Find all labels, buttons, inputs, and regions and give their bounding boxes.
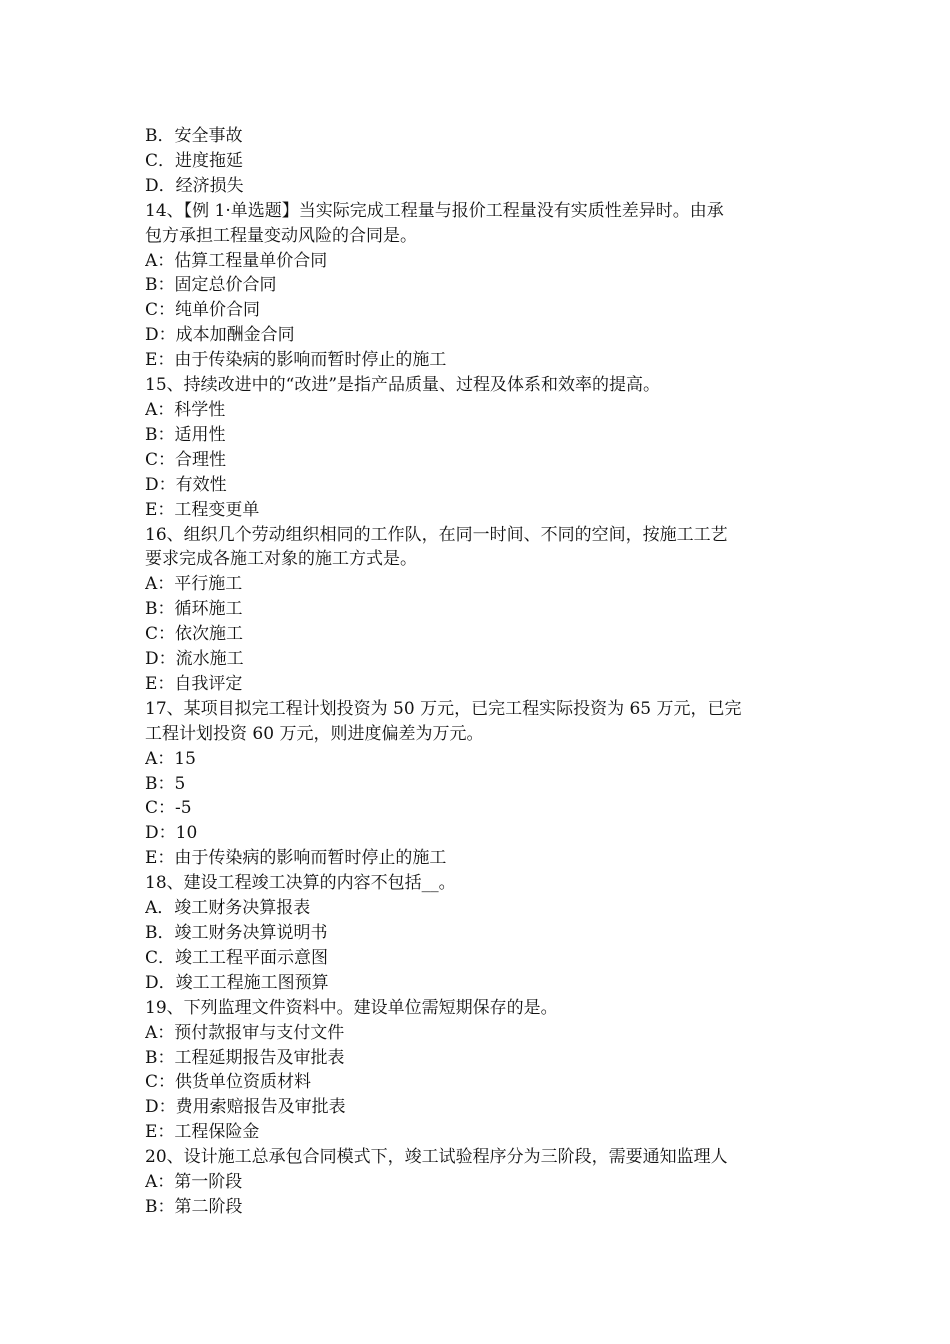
option-line: A：预付款报审与支付文件 bbox=[145, 1022, 345, 1043]
question-18: 18、建设工程竣工决算的内容不包括__。 bbox=[145, 873, 456, 894]
option-line: B：循环施工 bbox=[145, 599, 243, 620]
option-line: B：第二阶段 bbox=[145, 1196, 243, 1217]
option-line: C：供货单位资质材料 bbox=[145, 1072, 312, 1093]
option-line: D：有效性 bbox=[145, 474, 227, 495]
option-line: A：科学性 bbox=[145, 399, 226, 420]
option-line: D：成本加酬金合同 bbox=[145, 325, 295, 346]
question-17-line-1: 17、某项目拟完工程计划投资为 50 万元，已完工程实际投资为 65 万元，已完 bbox=[145, 698, 742, 719]
option-line: A：第一阶段 bbox=[145, 1172, 243, 1193]
option-line: B：工程延期报告及审批表 bbox=[145, 1047, 345, 1068]
option-line: A：估算工程量单价合同 bbox=[145, 250, 328, 271]
option-line: C：纯单价合同 bbox=[145, 300, 261, 321]
option-line: C：合理性 bbox=[145, 449, 227, 470]
option-line: D：费用索赔报告及审批表 bbox=[145, 1097, 346, 1118]
option-line: A：15 bbox=[145, 748, 196, 769]
question-14-line-1: 14、【例 1·单选题】当实际完成工程量与报价工程量没有实质性差异时。由承 bbox=[145, 200, 724, 221]
option-line: A．竣工财务决算报表 bbox=[145, 898, 311, 919]
option-line: B．安全事故 bbox=[145, 126, 243, 146]
document-page bbox=[145, 124, 810, 1220]
option-line: E：由于传染病的影响而暂时停止的施工 bbox=[145, 848, 447, 869]
question-17-line-2: 工程计划投资 60 万元，则进度偏差为万元。 bbox=[145, 723, 484, 744]
option-line: C：依次施工 bbox=[145, 624, 244, 645]
option-line: E：由于传染病的影响而暂时停止的施工 bbox=[145, 350, 447, 371]
option-line: B：固定总价合同 bbox=[145, 275, 277, 296]
option-line: E：工程保险金 bbox=[145, 1122, 260, 1143]
option-line: D．竣工工程施工图预算 bbox=[145, 972, 329, 993]
question-16-line-1: 16、组织几个劳动组织相同的工作队，在同一时间、不同的空间，按施工工艺 bbox=[145, 524, 728, 545]
option-line: A：平行施工 bbox=[145, 574, 243, 595]
option-line: B：适用性 bbox=[145, 424, 226, 445]
question-20: 20、设计施工总承包合同模式下，竣工试验程序分为三阶段，需要通知监理人 bbox=[145, 1147, 728, 1168]
option-line: D：10 bbox=[145, 823, 198, 844]
option-line: C．竣工工程平面示意图 bbox=[145, 947, 329, 968]
option-line: B．竣工财务决算说明书 bbox=[145, 923, 328, 943]
question-15: 15、持续改进中的“改进”是指产品质量、过程及体系和效率的提高。 bbox=[145, 375, 661, 396]
option-line: D．经济损失 bbox=[145, 175, 244, 196]
question-14-line-2: 包方承担工程量变动风险的合同是。 bbox=[145, 225, 417, 246]
option-line: E：工程变更单 bbox=[145, 499, 260, 520]
option-line: B：5 bbox=[145, 773, 186, 794]
option-line: C：-5 bbox=[145, 798, 192, 819]
option-line: C．进度拖延 bbox=[145, 150, 244, 171]
question-19: 19、下列监理文件资料中。建设单位需短期保存的是。 bbox=[145, 997, 558, 1018]
option-line: E：自我评定 bbox=[145, 673, 243, 694]
option-line: D：流水施工 bbox=[145, 649, 244, 670]
question-16-line-2: 要求完成各施工对象的施工方式是。 bbox=[145, 549, 417, 570]
